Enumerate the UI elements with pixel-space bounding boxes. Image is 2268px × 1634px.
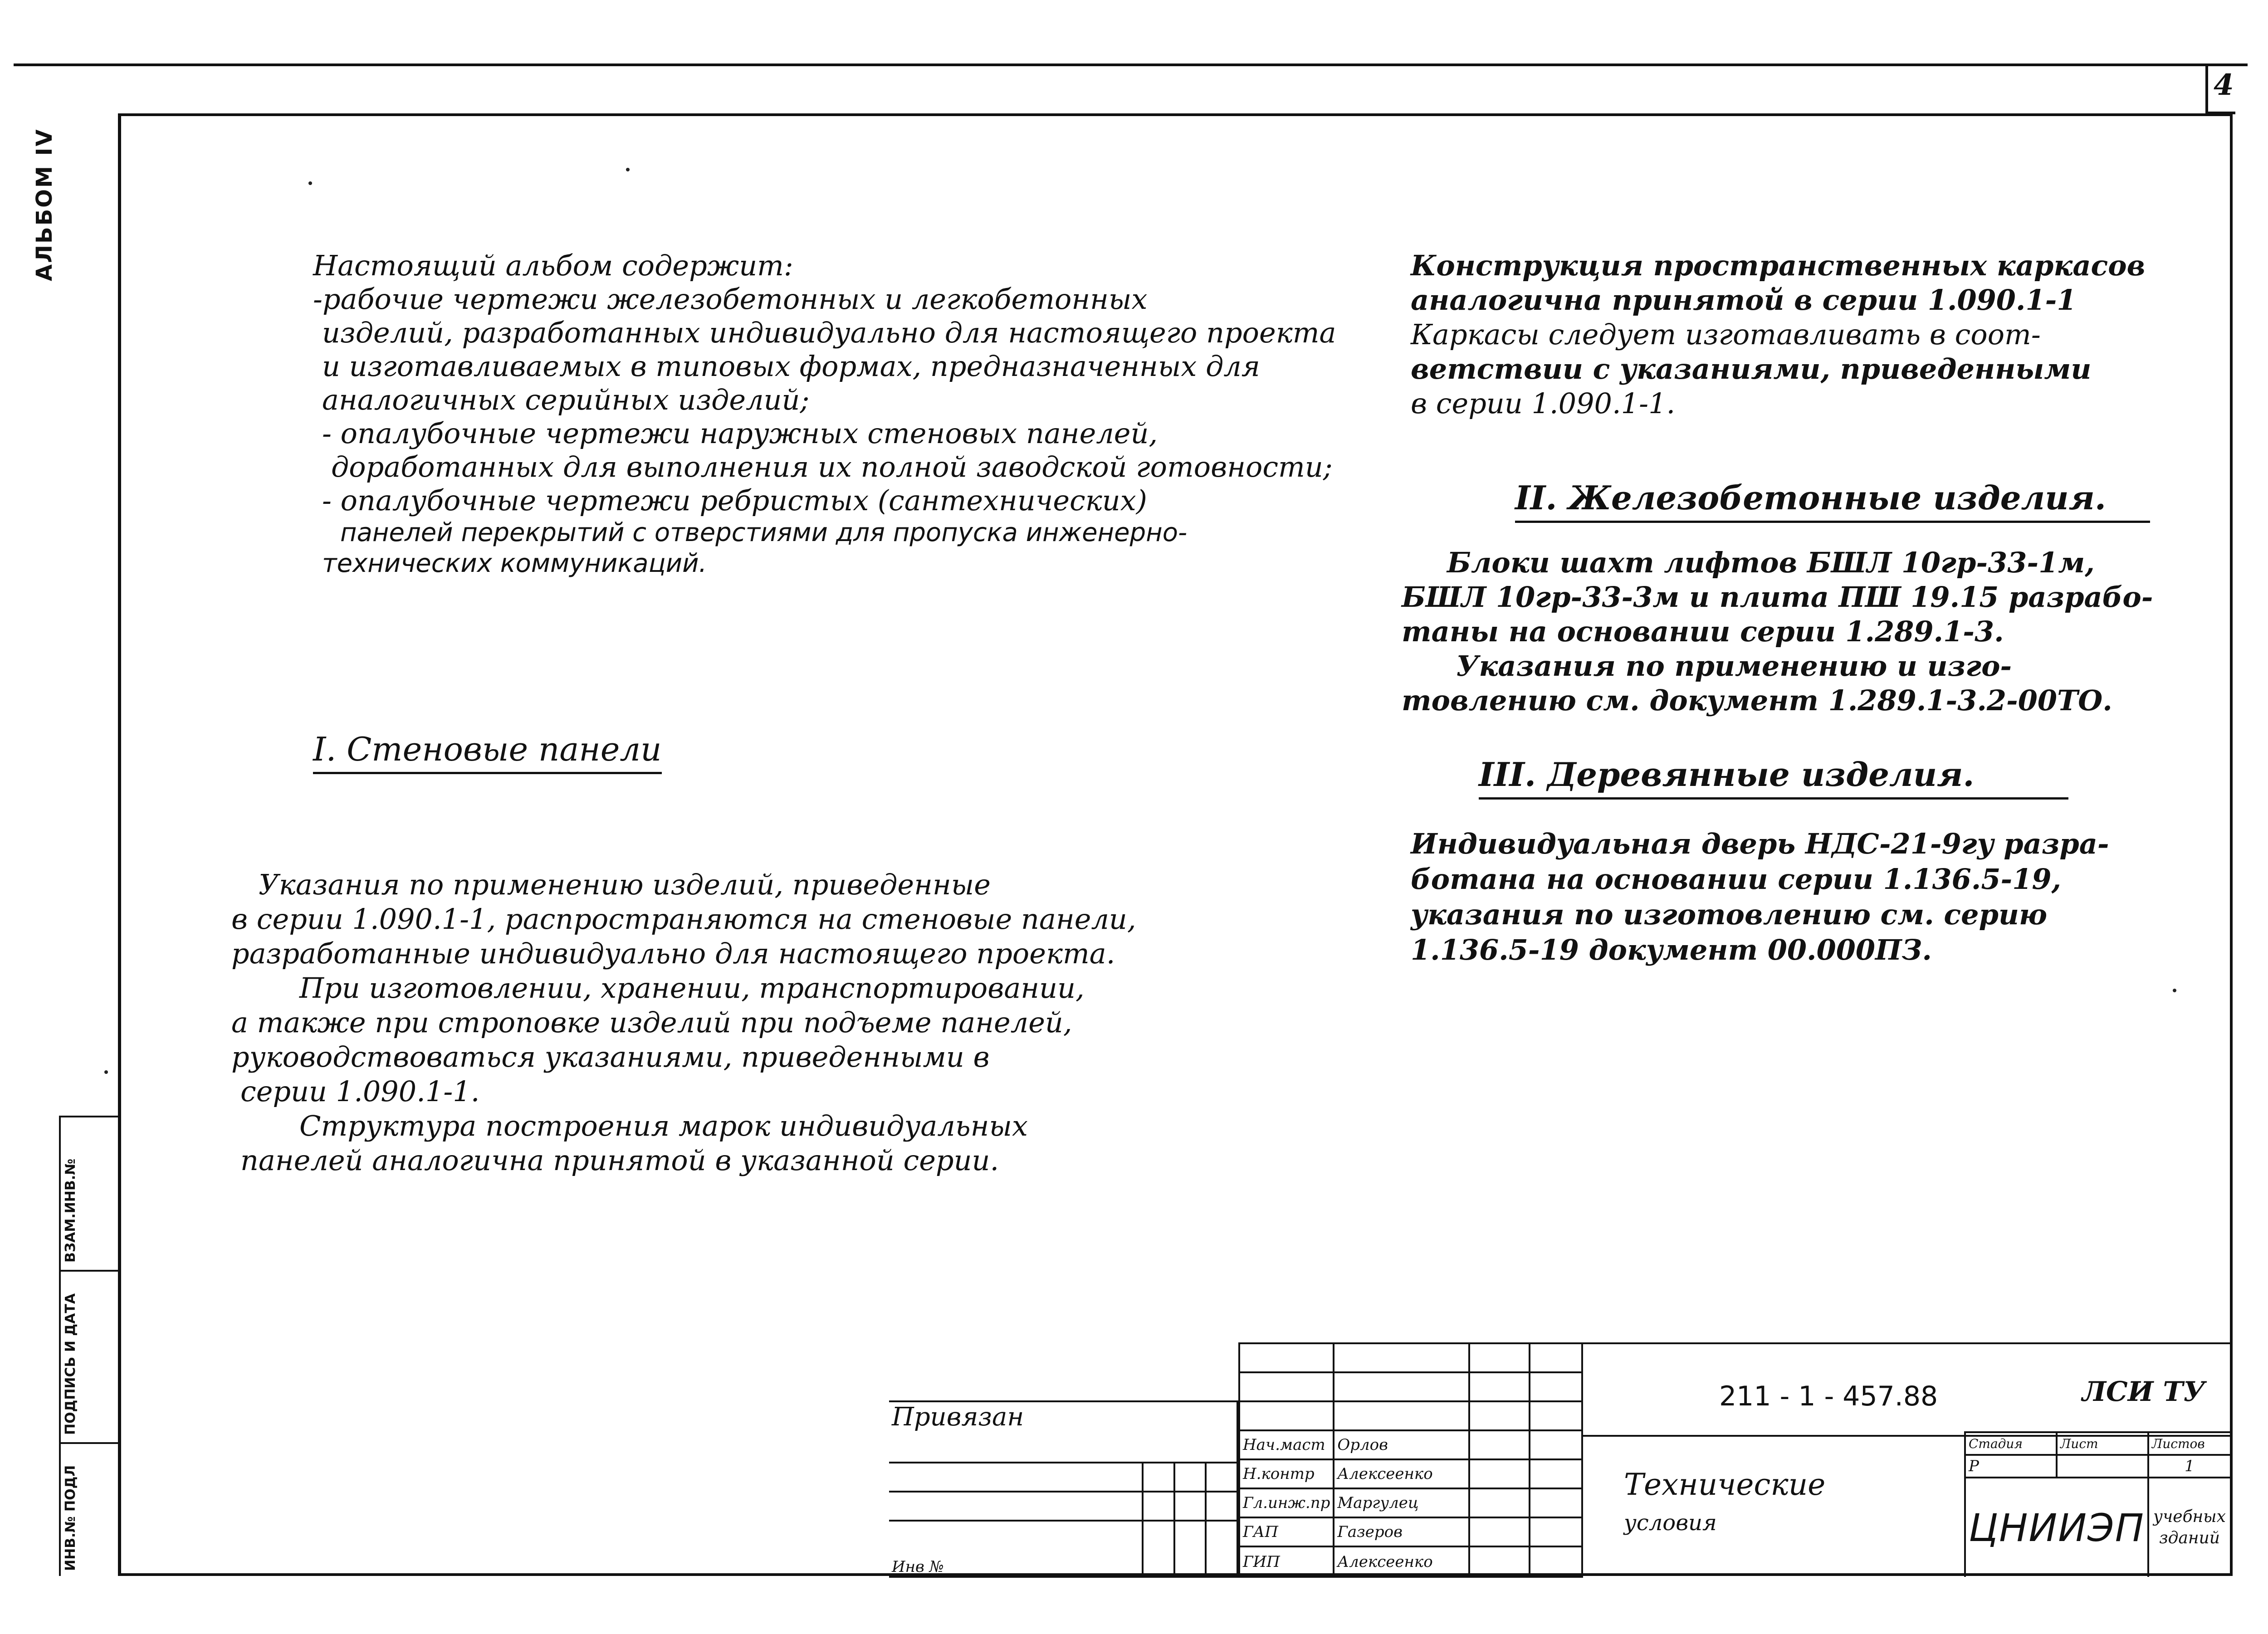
right-intro-line: аналогична принятой в серии 1.090.1-1	[1411, 283, 2077, 317]
role-cell: ГАП	[1239, 1517, 1334, 1546]
section2-line: товлению см. документ 1.289.1-3.2-00ТО.	[1402, 684, 2112, 717]
org-sub-cell	[2148, 1478, 2230, 1577]
stage-value: Р	[1965, 1455, 2057, 1478]
section2-line: Блоки шахт лифтов БШЛ 10гр-33-1м,	[1447, 546, 2095, 579]
right-intro-line: ветствии с указаниями, приведенными	[1411, 352, 2092, 385]
right-intro-line: Конструкция пространственных каркасов	[1411, 249, 2146, 282]
section1-line: разработанные индивидуально для настоящего проекта.	[231, 937, 1115, 970]
section1-line: в серии 1.090.1-1, распространяются на стеновые панели,	[231, 902, 1136, 936]
intro-line: - опалубочные чертежи ребристых (сантехнических)	[322, 484, 1147, 517]
inv-label: Инв №	[892, 1558, 944, 1576]
org-cell	[1965, 1478, 2148, 1577]
org-sub1: учебных	[2153, 1507, 2226, 1526]
name-cell: Маргулец	[1334, 1488, 1469, 1517]
name-cell: Алексеенко	[1334, 1459, 1469, 1488]
intro-line: -рабочие чертежи железобетонных и легкобетонных	[313, 283, 1148, 316]
side-strip-line	[59, 1116, 61, 1576]
role-cell: ГИП	[1239, 1546, 1334, 1577]
sheets-label: Листов	[2151, 1436, 2205, 1451]
side-cell-inv-podl	[59, 1442, 118, 1578]
side-label-vzam-inv: ВЗАМ.ИНВ.№	[63, 1158, 78, 1263]
right-intro-line: в серии 1.090.1-1.	[1411, 387, 1676, 420]
intro-line: технических коммуникаций.	[322, 549, 707, 578]
section1-line: Структура построения марок индивидуальных	[299, 1109, 1028, 1142]
speck	[308, 181, 312, 185]
side-cell-vzam	[59, 1116, 118, 1272]
speck	[2173, 989, 2176, 992]
section1-line: Указания по применению изделий, приведенные	[259, 868, 991, 901]
intro-line: и изготавливаемых в типовых формах, предназначенных для	[322, 350, 1260, 383]
sheet-label: Лист	[2060, 1436, 2098, 1451]
side-cell-podpis	[59, 1270, 118, 1444]
section2-heading: II. Железобетонные изделия.	[1515, 478, 2150, 523]
role-cell: Н.контр	[1239, 1459, 1334, 1488]
stage-label-cell	[1965, 1432, 2057, 1455]
org-name: ЦНИИЭП	[1969, 1505, 2145, 1550]
name-cell: Орлов	[1334, 1430, 1469, 1459]
side-label-inv-podl: ИНВ.№ ПОДЛ	[63, 1465, 78, 1571]
privyazan-cell	[889, 1401, 1237, 1463]
name-cell: Газеров	[1334, 1517, 1469, 1546]
intro-line: изделий, разработанных индивидуально для настоящего проекта	[322, 316, 1336, 349]
intro-line: доработанных для выполнения их полной заводской готовности;	[331, 450, 1333, 483]
intro-line: Настоящий альбом содержит:	[313, 249, 793, 282]
name-cell: Алексеенко	[1334, 1546, 1469, 1577]
speck	[626, 168, 630, 171]
privyazan-table	[889, 1400, 1238, 1578]
doc-title-line1: Технические	[1624, 1467, 1826, 1502]
stage-table	[1964, 1431, 2230, 1577]
section3-line: ботана на основании серии 1.136.5-19,	[1411, 863, 2062, 896]
intro-line: аналогичных серийных изделий;	[322, 383, 810, 416]
stage-label: Стадия	[1969, 1436, 2023, 1451]
section2-line: БШЛ 10гр-33-3м и плита ПШ 19.15 разрабо-	[1402, 580, 2153, 614]
doc-code: 211 - 1 - 457.88	[1719, 1380, 1938, 1412]
section1-heading: I. Стеновые панели	[313, 730, 662, 774]
org-sub2: зданий	[2159, 1528, 2220, 1547]
section3-text	[1411, 827, 2109, 966]
title-block	[889, 1342, 2233, 1576]
section3-line: Индивидуальная дверь НДС-21-9гу разра-	[1411, 827, 2109, 860]
sheets-value: 1	[2148, 1455, 2230, 1478]
signatures-table	[1238, 1342, 1583, 1578]
section1-text	[231, 868, 1136, 1177]
doc-code-row	[1583, 1342, 2230, 1437]
privyazan-label: Привязан	[892, 1402, 1024, 1432]
right-intro-line: Каркасы следует изготавливать в соот-	[1411, 318, 2041, 351]
intro-line: панелей перекрытий с отверстиями для пропуска инженерно-	[340, 518, 1188, 547]
sheets-label-cell	[2148, 1432, 2230, 1455]
speck	[104, 1070, 108, 1074]
side-label-podpis-data: ПОДПИСЬ И ДАТА	[63, 1293, 78, 1435]
series-mark: ЛСИ ТУ	[2082, 1376, 2205, 1408]
doc-title-line2: условия	[1624, 1510, 1717, 1536]
intro-text	[313, 249, 1336, 578]
section1-line: серии 1.090.1-1.	[240, 1075, 480, 1108]
section3-line: 1.136.5-19 документ 00.000ПЗ.	[1411, 933, 1932, 966]
side-strip	[59, 1116, 118, 1576]
section1-line: При изготовлении, хранении, транспортировании,	[299, 971, 1085, 1005]
section2-text	[1402, 546, 2153, 717]
top-border-line	[14, 63, 2248, 66]
section2-line: Указания по применению и изго-	[1456, 649, 2012, 683]
section1-line: руководствоваться указаниями, приведенными в	[231, 1040, 990, 1073]
role-cell: Нач.маст	[1239, 1430, 1334, 1459]
section2-line: таны на основании серии 1.289.1-3.	[1402, 615, 2004, 648]
section1-line: а также при строповке изделий при подъеме панелей,	[231, 1006, 1072, 1039]
right-intro-text	[1411, 249, 2146, 420]
section1-line: панелей аналогична принятой в указанной серии.	[240, 1144, 999, 1177]
sheet-number: 4	[2214, 68, 2234, 102]
role-cell: Гл.инж.пр	[1239, 1488, 1334, 1517]
album-label: АЛЬБОМ IV	[32, 128, 57, 281]
sheet-label-cell	[2057, 1432, 2148, 1455]
inv-cell	[889, 1521, 1143, 1577]
section3-line: указания по изготовлению см. серию	[1411, 898, 2048, 931]
section3-heading: III. Деревянные изделия.	[1479, 755, 2068, 800]
intro-line: - опалубочные чертежи наружных стеновых панелей,	[322, 417, 1158, 450]
